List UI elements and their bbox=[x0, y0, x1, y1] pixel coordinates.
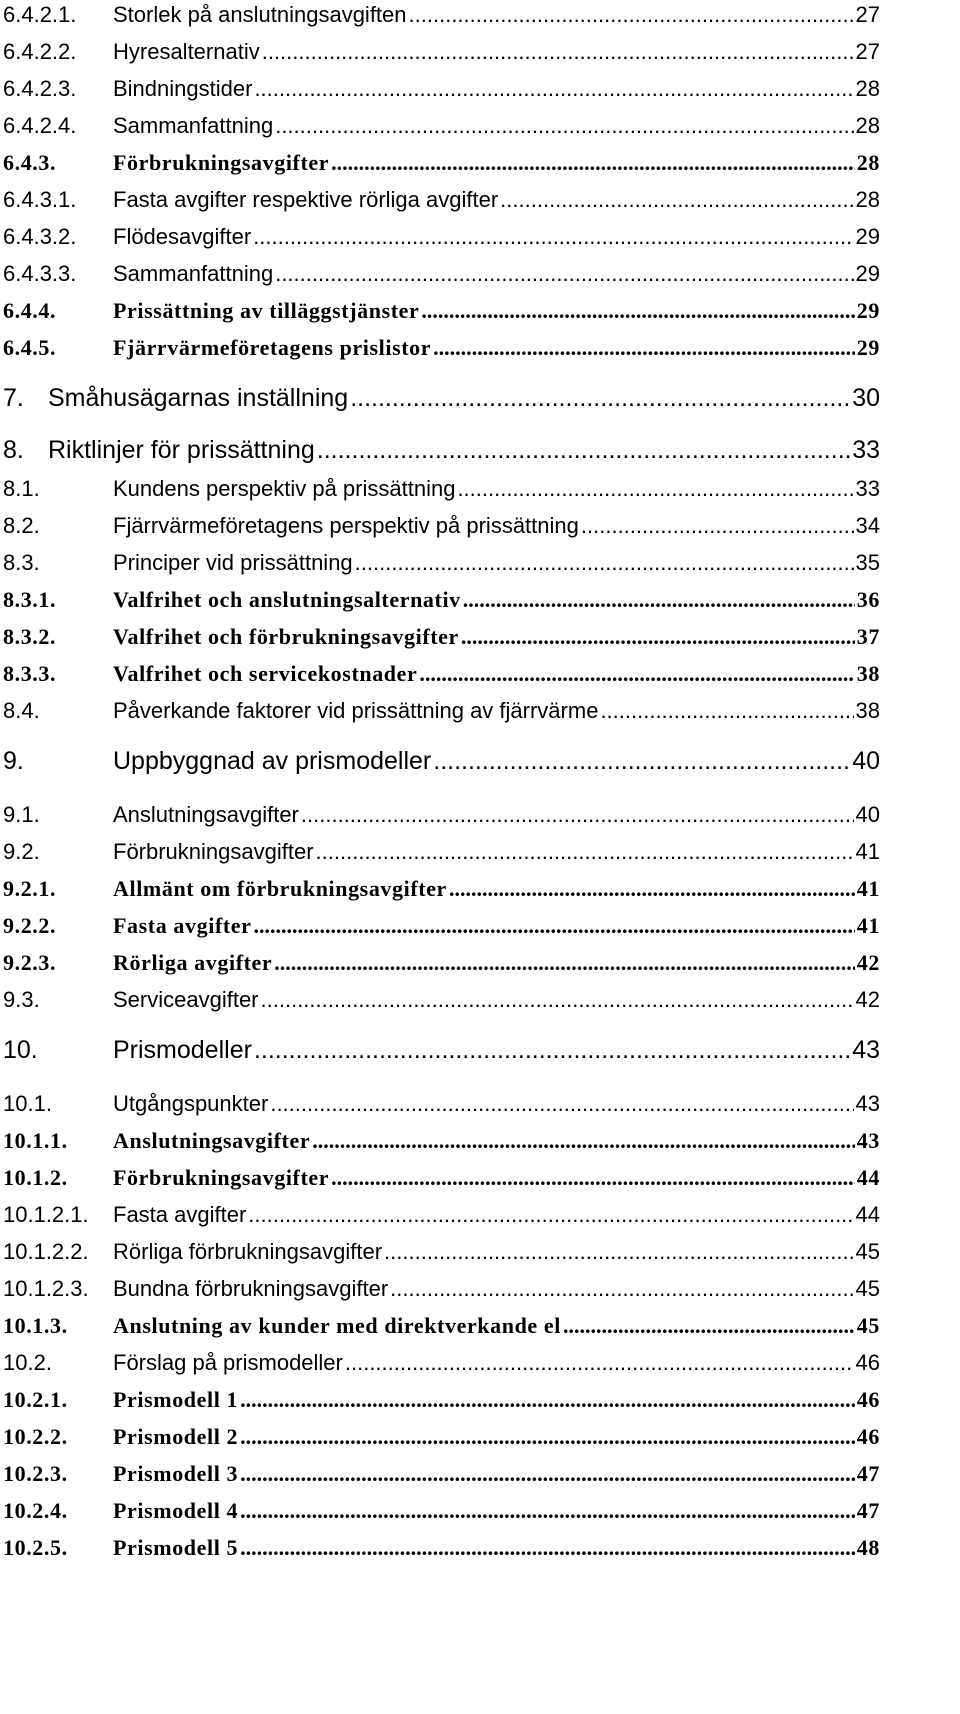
toc-entry-number: 6.4.2.2. bbox=[3, 39, 77, 64]
toc-entry[interactable] bbox=[0, 1498, 960, 1528]
toc-entry-page: 28 bbox=[856, 150, 880, 175]
toc-entry-title: Kundens perspektiv på prissättning bbox=[113, 476, 456, 501]
toc-leader-dots bbox=[275, 261, 853, 287]
toc-leader-dots bbox=[581, 513, 854, 539]
toc-leader-dots bbox=[274, 950, 855, 976]
toc-entry-page: 42 bbox=[855, 987, 880, 1012]
toc-entry[interactable] bbox=[0, 1202, 960, 1232]
toc-entry[interactable] bbox=[0, 261, 960, 291]
toc-entry-page: 41 bbox=[855, 839, 880, 864]
toc-entry[interactable] bbox=[0, 476, 960, 506]
toc-entry-number: 10.2.1. bbox=[3, 1387, 68, 1412]
toc-entry-number: 8.4. bbox=[3, 698, 40, 723]
toc-entry-title: Prismodell 4 bbox=[113, 1498, 239, 1523]
toc-leader-dots bbox=[254, 913, 855, 939]
toc-entry-title: Förbrukningsavgifter bbox=[113, 839, 314, 864]
toc-entry-number: 8.3. bbox=[3, 550, 40, 575]
toc-entry-number: 10.1.3. bbox=[3, 1313, 68, 1338]
toc-entry-number: 6.4.3.2. bbox=[3, 224, 77, 249]
toc-entry-number: 8. bbox=[3, 436, 24, 464]
toc-entry-number: 10.2.2. bbox=[3, 1424, 68, 1449]
toc-entry[interactable] bbox=[0, 587, 960, 617]
toc-entry[interactable] bbox=[0, 1276, 960, 1306]
toc-leader-dots bbox=[331, 150, 855, 176]
toc-entry-page: 41 bbox=[856, 876, 880, 901]
toc-entry-page: 27 bbox=[855, 2, 880, 27]
toc-entry-title: Utgångspunkter bbox=[113, 1091, 269, 1116]
toc-entry[interactable] bbox=[0, 39, 960, 69]
toc-entry-title: Serviceavgifter bbox=[113, 987, 259, 1012]
toc-entry[interactable] bbox=[0, 550, 960, 580]
toc-entry-number: 9. bbox=[3, 747, 24, 775]
toc-entry-title: Flödesavgifter bbox=[113, 224, 252, 249]
toc-entry[interactable] bbox=[0, 698, 960, 728]
toc-leader-dots bbox=[301, 802, 854, 828]
toc-entry-title: Valfrihet och anslutningsalternativ bbox=[113, 587, 461, 612]
toc-entry-number: 10.1.2.1. bbox=[3, 1202, 89, 1227]
toc-entry-number: 9.1. bbox=[3, 802, 40, 827]
toc-entry[interactable] bbox=[0, 913, 960, 943]
toc-entry-number: 10.2. bbox=[3, 1350, 52, 1375]
toc-entry[interactable] bbox=[0, 1128, 960, 1158]
toc-entry[interactable] bbox=[0, 2, 960, 32]
toc-entry-number: 6.4.3. bbox=[3, 150, 57, 175]
toc-entry-title: Allmänt om förbrukningsavgifter bbox=[113, 876, 447, 901]
toc-leader-dots bbox=[240, 1498, 855, 1524]
toc-leader-dots bbox=[261, 987, 854, 1013]
toc-entry[interactable] bbox=[0, 513, 960, 543]
toc-entry[interactable] bbox=[0, 1461, 960, 1491]
toc-leader-dots bbox=[433, 747, 850, 776]
toc-entry-page: 45 bbox=[856, 1313, 880, 1338]
toc-leader-dots bbox=[433, 335, 855, 361]
toc-entry[interactable] bbox=[0, 76, 960, 106]
toc-entry-title: Rörliga förbrukningsavgifter bbox=[113, 1239, 383, 1264]
toc-entry[interactable] bbox=[0, 1350, 960, 1380]
toc-entry-title: Storlek på anslutningsavgiften bbox=[113, 2, 407, 27]
toc-leader-dots bbox=[254, 76, 853, 102]
toc-entry-title: Principer vid prissättning bbox=[113, 550, 353, 575]
toc-entry-title: Prismodell 5 bbox=[113, 1535, 239, 1560]
toc-entry-page: 43 bbox=[855, 1091, 880, 1116]
toc-entry-page: 29 bbox=[856, 335, 880, 360]
toc-entry-page: 29 bbox=[856, 298, 880, 323]
toc-entry-title: Anslutning av kunder med direktverkande el bbox=[113, 1313, 561, 1338]
toc-entry[interactable] bbox=[0, 187, 960, 217]
toc-entry-number: 9.2.1. bbox=[3, 876, 57, 901]
toc-leader-dots bbox=[316, 839, 854, 865]
toc-entry-title: Småhusägarnas inställning bbox=[48, 384, 349, 412]
toc-entry-title: Riktlinjer för prissättning bbox=[48, 436, 315, 464]
toc-entry-number: 7. bbox=[3, 384, 24, 412]
toc-entry-title: Anslutningsavgifter bbox=[113, 802, 299, 827]
toc-leader-dots bbox=[457, 476, 853, 502]
toc-entry-title: Prismodell 3 bbox=[113, 1461, 239, 1486]
toc-entry-title: Förbrukningsavgifter bbox=[113, 1165, 330, 1190]
toc-entry-number: 10.1.2.2. bbox=[3, 1239, 89, 1264]
toc-leader-dots bbox=[421, 298, 854, 324]
toc-leader-dots bbox=[253, 224, 853, 250]
toc-entry-title: Bundna förbrukningsavgifter bbox=[113, 1276, 389, 1301]
toc-entry-page: 36 bbox=[856, 587, 880, 612]
toc-entry-page: 42 bbox=[856, 950, 880, 975]
toc-entry-number: 6.4.4. bbox=[3, 298, 57, 323]
toc-entry[interactable] bbox=[0, 384, 960, 417]
toc-entry[interactable] bbox=[0, 1387, 960, 1417]
toc-entry-title: Påverkande faktorer vid prissättning av fjärrvärme bbox=[113, 698, 599, 723]
toc-entry[interactable] bbox=[0, 987, 960, 1017]
toc-entry-page: 28 bbox=[855, 187, 880, 212]
toc-leader-dots bbox=[317, 436, 850, 465]
toc-leader-dots bbox=[248, 1202, 853, 1228]
toc-entry[interactable] bbox=[0, 661, 960, 691]
toc-entry-page: 29 bbox=[855, 224, 880, 249]
toc-leader-dots bbox=[384, 1239, 853, 1265]
toc-entry-number: 10.1.2. bbox=[3, 1165, 68, 1190]
toc-entry[interactable] bbox=[0, 1535, 960, 1565]
toc-entry-title: Sammanfattning bbox=[113, 261, 274, 286]
toc-entry[interactable] bbox=[0, 224, 960, 254]
toc-entry-number: 10.1.2.3. bbox=[3, 1276, 89, 1301]
toc-entry-title: Sammanfattning bbox=[113, 113, 274, 138]
toc-entry-page: 28 bbox=[855, 113, 880, 138]
toc-entry-page: 47 bbox=[856, 1498, 880, 1523]
toc-entry-page: 46 bbox=[855, 1350, 880, 1375]
toc-entry-page: 29 bbox=[855, 261, 880, 286]
toc-entry-number: 8.3.1. bbox=[3, 587, 57, 612]
toc-leader-dots bbox=[331, 1165, 855, 1191]
toc-entry-number: 10.1. bbox=[3, 1091, 52, 1116]
toc-entry-number: 8.3.2. bbox=[3, 624, 57, 649]
toc-leader-dots bbox=[419, 661, 854, 687]
toc-leader-dots bbox=[254, 1036, 850, 1065]
toc-leader-dots bbox=[312, 1128, 855, 1154]
toc-entry-number: 10.2.3. bbox=[3, 1461, 68, 1486]
toc-leader-dots bbox=[270, 1091, 853, 1117]
toc-entry[interactable] bbox=[0, 335, 960, 365]
toc-entry-title: Fasta avgifter bbox=[113, 1202, 247, 1227]
toc-leader-dots bbox=[275, 113, 853, 139]
toc-entry[interactable] bbox=[0, 298, 960, 328]
toc-entry[interactable] bbox=[0, 1313, 960, 1343]
toc-entry-page: 46 bbox=[856, 1387, 880, 1412]
toc-entry-title: Rörliga avgifter bbox=[113, 950, 273, 975]
toc-entry-page: 40 bbox=[855, 802, 880, 827]
toc-entry-page: 30 bbox=[852, 384, 880, 412]
toc-entry[interactable] bbox=[0, 839, 960, 869]
toc-entry[interactable] bbox=[0, 624, 960, 654]
toc-entry-title: Fasta avgifter respektive rörliga avgifter bbox=[113, 187, 499, 212]
toc-entry-title: Anslutningsavgifter bbox=[113, 1128, 311, 1153]
toc-leader-dots bbox=[350, 384, 850, 413]
toc-entry-page: 33 bbox=[852, 436, 880, 464]
toc-entry-title: Prismodell 1 bbox=[113, 1387, 239, 1412]
toc-entry-number: 6.4.2.1. bbox=[3, 2, 77, 27]
toc-entry-page: 43 bbox=[856, 1128, 880, 1153]
toc-entry-title: Hyresalternativ bbox=[113, 39, 260, 64]
toc-entry-title: Prismodell 2 bbox=[113, 1424, 239, 1449]
toc-leader-dots bbox=[500, 187, 853, 213]
toc-entry-page: 37 bbox=[856, 624, 880, 649]
toc-entry-title: Prismodeller bbox=[113, 1036, 252, 1064]
toc-entry-page: 48 bbox=[856, 1535, 880, 1560]
toc-entry-number: 10. bbox=[3, 1036, 38, 1064]
toc-leader-dots bbox=[461, 624, 855, 650]
toc-entry[interactable] bbox=[0, 1424, 960, 1454]
toc-entry-page: 33 bbox=[855, 476, 880, 501]
toc-entry-page: 47 bbox=[856, 1461, 880, 1486]
toc-entry[interactable] bbox=[0, 1036, 960, 1069]
toc-entry-number: 10.2.4. bbox=[3, 1498, 68, 1523]
toc-entry-number: 9.2.3. bbox=[3, 950, 57, 975]
toc-entry-number: 6.4.3.3. bbox=[3, 261, 77, 286]
toc-leader-dots bbox=[390, 1276, 853, 1302]
toc-entry[interactable] bbox=[0, 436, 960, 469]
toc-entry[interactable] bbox=[0, 1239, 960, 1269]
toc-leader-dots bbox=[600, 698, 853, 724]
toc-entry-title: Bindningstider bbox=[113, 76, 253, 101]
toc-entry[interactable] bbox=[0, 950, 960, 980]
toc-entry-title: Fasta avgifter bbox=[113, 913, 252, 938]
toc-leader-dots bbox=[345, 1350, 854, 1376]
toc-entry-page: 43 bbox=[852, 1036, 880, 1064]
toc-entry-page: 35 bbox=[855, 550, 880, 575]
toc-entry-number: 8.1. bbox=[3, 476, 40, 501]
toc-leader-dots bbox=[240, 1387, 855, 1413]
toc-entry[interactable] bbox=[0, 802, 960, 832]
toc-leader-dots bbox=[240, 1535, 855, 1561]
toc-entry-number: 9.3. bbox=[3, 987, 40, 1012]
toc-entry[interactable] bbox=[0, 1165, 960, 1195]
toc-leader-dots bbox=[262, 39, 854, 65]
toc-leader-dots bbox=[409, 2, 854, 28]
toc-leader-dots bbox=[240, 1424, 855, 1450]
toc-entry-title: Valfrihet och förbrukningsavgifter bbox=[113, 624, 459, 649]
toc-entry[interactable] bbox=[0, 150, 960, 180]
toc-leader-dots bbox=[563, 1313, 855, 1339]
toc-entry-number: 8.3.3. bbox=[3, 661, 57, 686]
toc-entry-number: 6.4.3.1. bbox=[3, 187, 77, 212]
toc-entry-page: 41 bbox=[856, 913, 880, 938]
toc-entry-number: 9.2. bbox=[3, 839, 40, 864]
toc-leader-dots bbox=[463, 587, 855, 613]
toc-entry-title: Uppbyggnad av prismodeller bbox=[113, 747, 432, 775]
toc-entry[interactable] bbox=[0, 747, 960, 780]
toc-leader-dots bbox=[240, 1461, 855, 1487]
toc-entry-page: 45 bbox=[855, 1276, 880, 1301]
toc-entry-page: 46 bbox=[856, 1424, 880, 1449]
toc-entry-title: Förbrukningsavgifter bbox=[113, 150, 330, 175]
toc-entry-number: 8.2. bbox=[3, 513, 40, 538]
toc-entry-title: Prissättning av tilläggstjänster bbox=[113, 298, 420, 323]
toc-entry-number: 6.4.2.3. bbox=[3, 76, 77, 101]
toc-entry[interactable] bbox=[0, 876, 960, 906]
toc-entry-number: 6.4.5. bbox=[3, 335, 57, 360]
toc-entry-page: 44 bbox=[856, 1165, 880, 1190]
toc-entry-number: 10.1.1. bbox=[3, 1128, 68, 1153]
toc-entry-page: 45 bbox=[855, 1239, 880, 1264]
toc-entry-page: 38 bbox=[856, 661, 880, 686]
toc-entry-title: Fjärrvärmeföretagens prislistor bbox=[113, 335, 432, 360]
toc-entry-page: 40 bbox=[852, 747, 880, 775]
toc-leader-dots bbox=[449, 876, 855, 902]
toc-entry-number: 9.2.2. bbox=[3, 913, 57, 938]
toc-entry-title: Fjärrvärmeföretagens perspektiv på prissättning bbox=[113, 513, 579, 538]
toc-entry-title: Förslag på prismodeller bbox=[113, 1350, 343, 1375]
toc-entry[interactable] bbox=[0, 1091, 960, 1121]
toc-entry[interactable] bbox=[0, 113, 960, 143]
toc-entry-page: 44 bbox=[855, 1202, 880, 1227]
toc-entry-page: 34 bbox=[855, 513, 880, 538]
toc-entry-number: 10.2.5. bbox=[3, 1535, 68, 1560]
toc-entry-number: 6.4.2.4. bbox=[3, 113, 77, 138]
toc-entry-title: Valfrihet och servicekostnader bbox=[113, 661, 418, 686]
toc-entry-page: 27 bbox=[855, 39, 880, 64]
toc-entry-page: 28 bbox=[855, 76, 880, 101]
toc-leader-dots bbox=[355, 550, 854, 576]
toc-entry-page: 38 bbox=[855, 698, 880, 723]
